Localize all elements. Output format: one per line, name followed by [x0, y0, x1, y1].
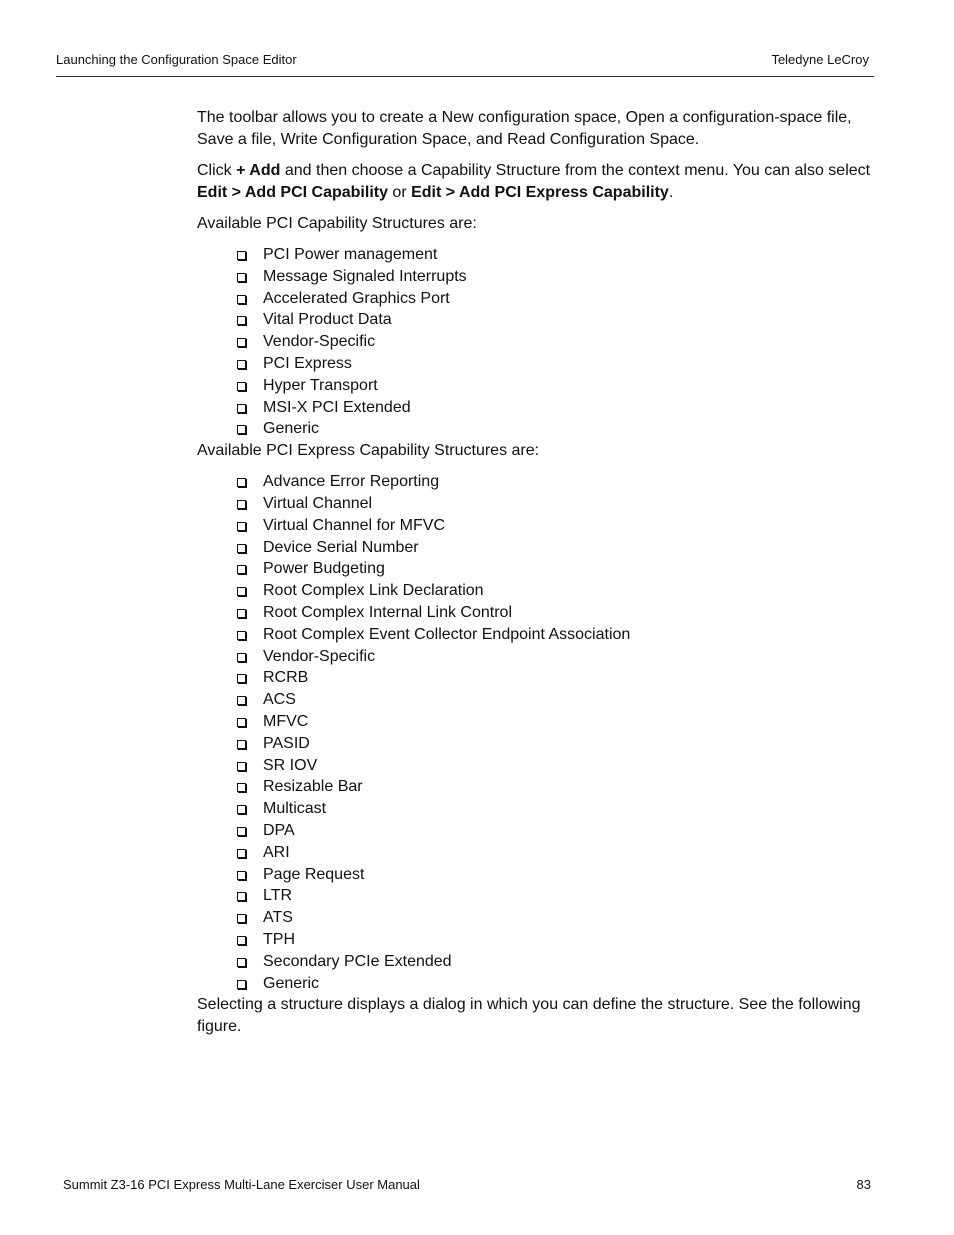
- checkbox-bullet-icon: [237, 762, 246, 771]
- list-item-label: Root Complex Event Collector Endpoint Association: [263, 625, 631, 643]
- list-item-label: DPA: [263, 821, 295, 839]
- list-item-label: MFVC: [263, 712, 309, 730]
- list-item: [237, 515, 877, 537]
- list-item: [237, 951, 877, 973]
- pci-caps-heading: Available PCI Capability Structures are:: [197, 215, 477, 232]
- checkbox-bullet-icon: [237, 653, 246, 662]
- list-item: [237, 397, 877, 419]
- checkbox-bullet-icon: [237, 871, 246, 880]
- list-item: [237, 907, 877, 929]
- edit-add-pcie-capability-command: Edit > Add PCI Express Capability: [411, 184, 669, 201]
- checkbox-bullet-icon: [237, 936, 246, 945]
- checkbox-bullet-icon: [237, 674, 246, 683]
- list-item-label: Device Serial Number: [263, 538, 419, 556]
- page-content: [197, 107, 877, 1038]
- list-item: [237, 646, 877, 668]
- checkbox-bullet-icon: [237, 295, 246, 304]
- list-item: [237, 288, 877, 310]
- list-item: [237, 309, 877, 331]
- list-item-label: Virtual Channel for MFVC: [263, 516, 445, 534]
- checkbox-bullet-icon: [237, 478, 246, 487]
- checkbox-bullet-icon: [237, 740, 246, 749]
- list-item: [237, 689, 877, 711]
- checkbox-bullet-icon: [237, 827, 246, 836]
- list-item-label: Root Complex Link Declaration: [263, 582, 484, 600]
- list-item-label: Vital Product Data: [263, 311, 392, 329]
- checkbox-bullet-icon: [237, 425, 246, 434]
- list-item-label: RCRB: [263, 669, 309, 687]
- list-item-label: MSI-X PCI Extended: [263, 398, 411, 416]
- list-item: [237, 244, 877, 266]
- closing-paragraph: Selecting a structure displays a dialog in which you can define the structure. See the following figure.: [197, 996, 861, 1036]
- header-section-title: Launching the Configuration Space Editor: [56, 52, 297, 67]
- list-item: [237, 537, 877, 559]
- edit-add-pci-capability-command: Edit > Add PCI Capability: [197, 184, 388, 201]
- list-item-label: ACS: [263, 691, 296, 709]
- list-item-label: Vendor-Specific: [263, 333, 376, 351]
- list-item: [237, 973, 877, 995]
- checkbox-bullet-icon: [237, 404, 246, 413]
- checkbox-bullet-icon: [237, 360, 246, 369]
- list-item-label: Secondary PCIe Extended: [263, 952, 452, 970]
- checkbox-bullet-icon: [237, 565, 246, 574]
- list-item-label: Power Budgeting: [263, 560, 385, 578]
- list-item-label: Message Signaled Interrupts: [263, 267, 467, 285]
- list-item-label: SR IOV: [263, 756, 318, 774]
- list-item-label: Vendor-Specific: [263, 647, 376, 665]
- checkbox-bullet-icon: [237, 500, 246, 509]
- list-item: [237, 885, 877, 907]
- pci-capability-list: [237, 244, 877, 440]
- list-item-label: Resizable Bar: [263, 778, 363, 796]
- checkbox-bullet-icon: [237, 718, 246, 727]
- list-item-label: ARI: [263, 843, 290, 861]
- list-item-label: Advance Error Reporting: [263, 473, 440, 491]
- add-command: + Add: [236, 162, 281, 179]
- checkbox-bullet-icon: [237, 631, 246, 640]
- checkbox-bullet-icon: [237, 892, 246, 901]
- checkbox-bullet-icon: [237, 914, 246, 923]
- list-item: [237, 493, 877, 515]
- list-item: [237, 624, 877, 646]
- list-item: [237, 711, 877, 733]
- list-item-label: LTR: [263, 887, 293, 905]
- header-company: Teledyne LeCroy: [771, 52, 869, 67]
- list-item: [237, 755, 877, 777]
- list-item-label: Multicast: [263, 800, 327, 818]
- toolbar-paragraph: The toolbar allows you to create a New configuration space, Open a configuration-space file, Save a file, Write Configuration Space, and Read Configuration Space.: [197, 109, 852, 148]
- checkbox-bullet-icon: [237, 273, 246, 282]
- list-item: [237, 820, 877, 842]
- list-item: [237, 798, 877, 820]
- list-item: [237, 733, 877, 755]
- list-item: [237, 266, 877, 288]
- list-item: [237, 353, 877, 375]
- checkbox-bullet-icon: [237, 849, 246, 858]
- checkbox-bullet-icon: [237, 316, 246, 325]
- checkbox-bullet-icon: [237, 696, 246, 705]
- checkbox-bullet-icon: [237, 338, 246, 347]
- page-header: [56, 52, 874, 77]
- list-item: [237, 776, 877, 798]
- list-item-label: PCI Express: [263, 354, 352, 372]
- footer-manual-title: Summit Z3-16 PCI Express Multi-Lane Exerciser User Manual: [63, 1177, 420, 1192]
- checkbox-bullet-icon: [237, 587, 246, 596]
- list-item: [237, 864, 877, 886]
- list-item-label: PASID: [263, 734, 310, 752]
- checkbox-bullet-icon: [237, 783, 246, 792]
- list-item-label: Accelerated Graphics Port: [263, 289, 450, 307]
- checkbox-bullet-icon: [237, 544, 246, 553]
- list-item: [237, 842, 877, 864]
- list-item: [237, 667, 877, 689]
- list-item-label: Generic: [263, 420, 320, 438]
- list-item: [237, 580, 877, 602]
- pcie-caps-heading: Available PCI Express Capability Structures are:: [197, 442, 540, 460]
- checkbox-bullet-icon: [237, 958, 246, 967]
- list-item: [237, 331, 877, 353]
- pcie-capability-list: [237, 471, 877, 994]
- list-item-label: ATS: [263, 909, 293, 927]
- checkbox-bullet-icon: [237, 382, 246, 391]
- list-item-label: Page Request: [263, 865, 365, 883]
- list-item: [237, 558, 877, 580]
- list-item-label: Root Complex Internal Link Control: [263, 603, 513, 621]
- page-number: 83: [856, 1177, 871, 1192]
- checkbox-bullet-icon: [237, 609, 246, 618]
- list-item-label: Virtual Channel: [263, 494, 373, 512]
- list-item: [237, 929, 877, 951]
- list-item: [237, 602, 877, 624]
- list-item-label: Hyper Transport: [263, 376, 378, 394]
- add-paragraph: Click + Add and then choose a Capability Structure from the context menu. You can also select Edit > Add PCI Capability or Edit > Add PCI Express Capability.: [197, 162, 871, 201]
- checkbox-bullet-icon: [237, 522, 246, 531]
- list-item: [237, 471, 877, 493]
- list-item: [237, 418, 877, 440]
- checkbox-bullet-icon: [237, 251, 246, 260]
- list-item-label: Generic: [263, 974, 320, 992]
- checkbox-bullet-icon: [237, 980, 246, 989]
- list-item-label: TPH: [263, 930, 295, 948]
- list-item-label: PCI Power management: [263, 246, 438, 263]
- checkbox-bullet-icon: [237, 805, 246, 814]
- list-item: [237, 375, 877, 397]
